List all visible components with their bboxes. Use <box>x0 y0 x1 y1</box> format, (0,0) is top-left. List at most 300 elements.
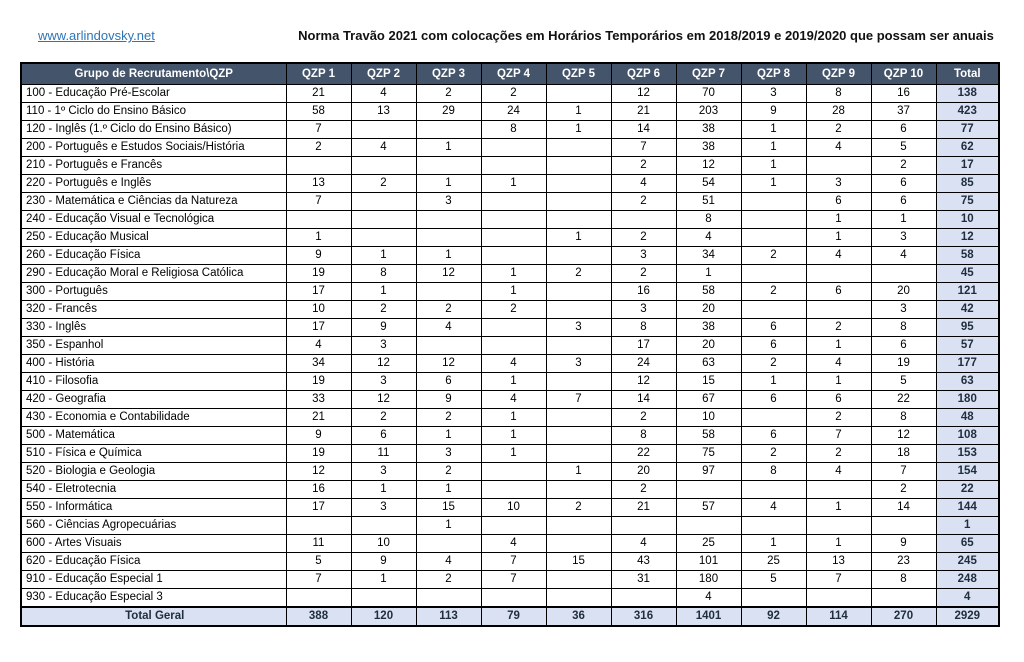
cell-value <box>481 463 546 481</box>
cell-value <box>416 157 481 175</box>
cell-value <box>286 517 351 535</box>
row-label: 550 - Informática <box>21 499 286 517</box>
cell-value <box>481 247 546 265</box>
row-label: 500 - Matemática <box>21 427 286 445</box>
row-total-value: 153 <box>936 445 999 463</box>
cell-value: 37 <box>871 103 936 121</box>
cell-value: 7 <box>806 427 871 445</box>
cell-value: 28 <box>806 103 871 121</box>
table-row <box>21 193 999 211</box>
cell-value <box>546 157 611 175</box>
cell-value: 7 <box>546 391 611 409</box>
cell-value <box>806 589 871 608</box>
cell-value: 21 <box>286 409 351 427</box>
cell-value: 4 <box>481 391 546 409</box>
row-total-value: 65 <box>936 535 999 553</box>
column-total-value: 316 <box>611 607 676 626</box>
cell-value: 8 <box>871 409 936 427</box>
cell-value: 67 <box>676 391 741 409</box>
cell-value: 1 <box>806 535 871 553</box>
cell-value <box>741 265 806 283</box>
cell-value <box>546 175 611 193</box>
cell-value: 1 <box>741 373 806 391</box>
cell-value <box>546 139 611 157</box>
cell-value: 3 <box>546 319 611 337</box>
row-label: 230 - Matemática e Ciências da Natureza <box>21 193 286 211</box>
cell-value: 6 <box>741 391 806 409</box>
row-total-value: 17 <box>936 157 999 175</box>
cell-value: 1 <box>546 229 611 247</box>
cell-value: 4 <box>806 463 871 481</box>
cell-value: 1 <box>676 265 741 283</box>
cell-value: 12 <box>611 85 676 103</box>
cell-value: 1 <box>481 283 546 301</box>
cell-value: 1 <box>871 211 936 229</box>
cell-value <box>546 589 611 608</box>
row-total-value: 138 <box>936 85 999 103</box>
cell-value: 1 <box>481 409 546 427</box>
cell-value: 4 <box>741 499 806 517</box>
table-row <box>21 553 999 571</box>
column-total-value: 92 <box>741 607 806 626</box>
column-header-total: Total <box>936 63 999 85</box>
cell-value <box>546 301 611 319</box>
table-row <box>21 589 999 608</box>
row-label: 110 - 1º Ciclo do Ensino Básico <box>21 103 286 121</box>
column-total-value: 79 <box>481 607 546 626</box>
cell-value: 7 <box>871 463 936 481</box>
cell-value: 8 <box>871 571 936 589</box>
cell-value <box>481 589 546 608</box>
cell-value: 1 <box>286 229 351 247</box>
cell-value: 1 <box>741 175 806 193</box>
cell-value: 1 <box>416 139 481 157</box>
cell-value <box>546 409 611 427</box>
cell-value: 1 <box>741 535 806 553</box>
cell-value: 2 <box>481 85 546 103</box>
column-header-qzp-3: QZP 3 <box>416 63 481 85</box>
cell-value <box>351 229 416 247</box>
cell-value: 2 <box>351 409 416 427</box>
cell-value: 4 <box>416 319 481 337</box>
cell-value: 4 <box>806 355 871 373</box>
cell-value: 7 <box>806 571 871 589</box>
cell-value: 2 <box>611 157 676 175</box>
cell-value: 38 <box>676 121 741 139</box>
table-row <box>21 175 999 193</box>
cell-value: 1 <box>416 175 481 193</box>
row-label: 420 - Geografia <box>21 391 286 409</box>
cell-value: 7 <box>286 193 351 211</box>
cell-value: 8 <box>481 121 546 139</box>
cell-value: 6 <box>741 319 806 337</box>
cell-value: 2 <box>416 409 481 427</box>
column-total-value: 1401 <box>676 607 741 626</box>
cell-value: 34 <box>286 355 351 373</box>
cell-value <box>546 85 611 103</box>
cell-value <box>481 319 546 337</box>
cell-value: 17 <box>286 319 351 337</box>
cell-value: 2 <box>806 445 871 463</box>
cell-value: 11 <box>351 445 416 463</box>
cell-value: 5 <box>871 373 936 391</box>
cell-value: 1 <box>416 427 481 445</box>
row-total-value: 154 <box>936 463 999 481</box>
cell-value <box>806 517 871 535</box>
cell-value: 1 <box>481 175 546 193</box>
cell-value: 10 <box>676 409 741 427</box>
cell-value: 4 <box>806 247 871 265</box>
cell-value: 33 <box>286 391 351 409</box>
row-total-value: 12 <box>936 229 999 247</box>
table-row <box>21 517 999 535</box>
cell-value: 4 <box>611 175 676 193</box>
cell-value: 3 <box>871 301 936 319</box>
row-total-value: 245 <box>936 553 999 571</box>
cell-value: 3 <box>806 175 871 193</box>
cell-value <box>481 139 546 157</box>
cell-value <box>286 589 351 608</box>
cell-value: 4 <box>676 589 741 608</box>
cell-value: 1 <box>351 481 416 499</box>
cell-value: 6 <box>806 391 871 409</box>
column-header-qzp-10: QZP 10 <box>871 63 936 85</box>
cell-value <box>806 481 871 499</box>
cell-value: 1 <box>741 121 806 139</box>
cell-value <box>546 445 611 463</box>
cell-value: 1 <box>351 571 416 589</box>
table-row <box>21 301 999 319</box>
cell-value: 6 <box>741 427 806 445</box>
cell-value: 4 <box>676 229 741 247</box>
cell-value <box>481 517 546 535</box>
row-total-value: 62 <box>936 139 999 157</box>
cell-value <box>481 229 546 247</box>
cell-value: 2 <box>481 301 546 319</box>
row-label: 620 - Educação Física <box>21 553 286 571</box>
cell-value: 10 <box>286 301 351 319</box>
cell-value: 2 <box>351 175 416 193</box>
cell-value: 3 <box>871 229 936 247</box>
cell-value: 12 <box>351 355 416 373</box>
column-header-qzp-4: QZP 4 <box>481 63 546 85</box>
cell-value: 16 <box>871 85 936 103</box>
table-row <box>21 571 999 589</box>
cell-value: 14 <box>611 391 676 409</box>
cell-value <box>481 337 546 355</box>
cell-value: 6 <box>806 193 871 211</box>
cell-value: 18 <box>871 445 936 463</box>
column-total-value: 388 <box>286 607 351 626</box>
cell-value: 7 <box>286 121 351 139</box>
row-label: 330 - Inglês <box>21 319 286 337</box>
cell-value: 6 <box>871 337 936 355</box>
cell-value <box>416 211 481 229</box>
cell-value: 9 <box>286 247 351 265</box>
cell-value: 9 <box>416 391 481 409</box>
cell-value: 1 <box>546 463 611 481</box>
table-row <box>21 355 999 373</box>
cell-value: 20 <box>676 301 741 319</box>
cell-value: 4 <box>351 85 416 103</box>
cell-value: 1 <box>481 445 546 463</box>
cell-value: 2 <box>416 301 481 319</box>
cell-value: 34 <box>676 247 741 265</box>
cell-value <box>546 571 611 589</box>
cell-value: 2 <box>611 265 676 283</box>
table-row <box>21 373 999 391</box>
cell-value: 6 <box>871 175 936 193</box>
cell-value <box>741 589 806 608</box>
cell-value: 70 <box>676 85 741 103</box>
cell-value: 38 <box>676 319 741 337</box>
cell-value: 12 <box>351 391 416 409</box>
cell-value <box>416 121 481 139</box>
table-row <box>21 499 999 517</box>
cell-value: 3 <box>416 193 481 211</box>
cell-value: 15 <box>546 553 611 571</box>
cell-value: 2 <box>416 571 481 589</box>
cell-value: 2 <box>286 139 351 157</box>
cell-value: 19 <box>286 265 351 283</box>
cell-value: 1 <box>351 283 416 301</box>
cell-value <box>416 535 481 553</box>
cell-value: 3 <box>351 373 416 391</box>
row-total-value: 48 <box>936 409 999 427</box>
row-total-value: 22 <box>936 481 999 499</box>
table-row <box>21 103 999 121</box>
cell-value: 1 <box>351 247 416 265</box>
cell-value <box>741 211 806 229</box>
cell-value: 8 <box>676 211 741 229</box>
cell-value: 2 <box>806 319 871 337</box>
cell-value: 21 <box>286 85 351 103</box>
qzp-table <box>20 62 1000 627</box>
cell-value: 1 <box>806 337 871 355</box>
row-label: 220 - Português e Inglês <box>21 175 286 193</box>
row-label: 200 - Português e Estudos Sociais/História <box>21 139 286 157</box>
cell-value: 2 <box>611 193 676 211</box>
grand-total-value: 2929 <box>936 607 999 626</box>
row-label: 290 - Educação Moral e Religiosa Católica <box>21 265 286 283</box>
cell-value <box>806 157 871 175</box>
table-row <box>21 445 999 463</box>
cell-value <box>741 481 806 499</box>
cell-value: 43 <box>611 553 676 571</box>
cell-value: 19 <box>286 445 351 463</box>
row-label: 410 - Filosofia <box>21 373 286 391</box>
row-label: 560 - Ciências Agropecuárias <box>21 517 286 535</box>
cell-value: 24 <box>481 103 546 121</box>
cell-value: 3 <box>416 445 481 463</box>
cell-value: 12 <box>416 265 481 283</box>
cell-value: 9 <box>871 535 936 553</box>
cell-value: 8 <box>741 463 806 481</box>
row-total-value: 121 <box>936 283 999 301</box>
table-row <box>21 391 999 409</box>
cell-value <box>741 229 806 247</box>
row-label: 100 - Educação Pré-Escolar <box>21 85 286 103</box>
cell-value: 22 <box>871 391 936 409</box>
cell-value <box>416 589 481 608</box>
cell-value: 5 <box>741 571 806 589</box>
table-row <box>21 265 999 283</box>
cell-value: 97 <box>676 463 741 481</box>
cell-value: 4 <box>481 355 546 373</box>
cell-value: 6 <box>871 121 936 139</box>
cell-value: 1 <box>416 481 481 499</box>
cell-value: 6 <box>351 427 416 445</box>
column-header-qzp-2: QZP 2 <box>351 63 416 85</box>
row-total-value: 58 <box>936 247 999 265</box>
cell-value <box>481 193 546 211</box>
row-label: 540 - Eletrotecnia <box>21 481 286 499</box>
table-row <box>21 211 999 229</box>
table-row <box>21 157 999 175</box>
cell-value: 12 <box>286 463 351 481</box>
row-total-value: 42 <box>936 301 999 319</box>
cell-value: 203 <box>676 103 741 121</box>
cell-value: 58 <box>286 103 351 121</box>
cell-value: 12 <box>416 355 481 373</box>
cell-value: 8 <box>351 265 416 283</box>
column-header-grupo: Grupo de Recrutamento\QZP <box>21 63 286 85</box>
cell-value: 2 <box>741 283 806 301</box>
cell-value: 13 <box>351 103 416 121</box>
cell-value <box>481 157 546 175</box>
table-row <box>21 139 999 157</box>
row-total-value: 10 <box>936 211 999 229</box>
cell-value: 6 <box>741 337 806 355</box>
cell-value: 20 <box>611 463 676 481</box>
cell-value: 2 <box>351 301 416 319</box>
column-header-qzp-1: QZP 1 <box>286 63 351 85</box>
cell-value: 2 <box>546 265 611 283</box>
cell-value: 8 <box>806 85 871 103</box>
cell-value: 23 <box>871 553 936 571</box>
cell-value: 9 <box>741 103 806 121</box>
row-total-value: 45 <box>936 265 999 283</box>
cell-value: 19 <box>286 373 351 391</box>
cell-value <box>416 283 481 301</box>
cell-value: 4 <box>351 139 416 157</box>
cell-value: 4 <box>871 247 936 265</box>
cell-value: 58 <box>676 283 741 301</box>
cell-value: 2 <box>416 85 481 103</box>
cell-value: 2 <box>741 355 806 373</box>
cell-value: 2 <box>416 463 481 481</box>
cell-value: 1 <box>806 229 871 247</box>
cell-value: 10 <box>481 499 546 517</box>
cell-value <box>611 211 676 229</box>
cell-value <box>741 409 806 427</box>
row-total-value: 248 <box>936 571 999 589</box>
cell-value <box>416 229 481 247</box>
row-label: 400 - História <box>21 355 286 373</box>
cell-value: 7 <box>481 553 546 571</box>
cell-value <box>546 535 611 553</box>
cell-value: 75 <box>676 445 741 463</box>
row-label: 510 - Física e Química <box>21 445 286 463</box>
table-row <box>21 409 999 427</box>
cell-value: 1 <box>741 157 806 175</box>
cell-value: 2 <box>546 499 611 517</box>
cell-value: 1 <box>481 427 546 445</box>
row-label: 520 - Biologia e Geologia <box>21 463 286 481</box>
cell-value <box>741 517 806 535</box>
row-total-value: 85 <box>936 175 999 193</box>
table-row <box>21 121 999 139</box>
cell-value: 16 <box>286 481 351 499</box>
row-label: 910 - Educação Especial 1 <box>21 571 286 589</box>
cell-value <box>611 517 676 535</box>
cell-value <box>351 211 416 229</box>
row-total-value: 63 <box>936 373 999 391</box>
cell-value: 3 <box>611 301 676 319</box>
cell-value <box>676 481 741 499</box>
cell-value: 4 <box>806 139 871 157</box>
column-total-value: 36 <box>546 607 611 626</box>
cell-value: 5 <box>286 553 351 571</box>
cell-value: 1 <box>546 121 611 139</box>
cell-value: 3 <box>611 247 676 265</box>
row-label: 120 - Inglês (1.º Ciclo do Ensino Básico) <box>21 121 286 139</box>
cell-value: 13 <box>806 553 871 571</box>
column-total-value: 114 <box>806 607 871 626</box>
cell-value: 57 <box>676 499 741 517</box>
cell-value: 2 <box>871 481 936 499</box>
cell-value <box>351 589 416 608</box>
cell-value <box>481 211 546 229</box>
table-row <box>21 247 999 265</box>
page-title: Norma Travão 2021 com colocações em Horários Temporários em 2018/2019 e 2019/2020 que possam ser anuais <box>298 28 994 43</box>
cell-value: 1 <box>806 499 871 517</box>
cell-value <box>546 247 611 265</box>
cell-value: 1 <box>806 211 871 229</box>
cell-value: 2 <box>611 229 676 247</box>
cell-value: 8 <box>871 319 936 337</box>
cell-value: 180 <box>676 571 741 589</box>
cell-value: 4 <box>286 337 351 355</box>
cell-value <box>351 517 416 535</box>
row-total-value: 180 <box>936 391 999 409</box>
column-header-qzp-8: QZP 8 <box>741 63 806 85</box>
cell-value: 22 <box>611 445 676 463</box>
cell-value <box>611 589 676 608</box>
cell-value: 21 <box>611 499 676 517</box>
cell-value <box>546 283 611 301</box>
cell-value <box>546 337 611 355</box>
site-link[interactable]: www.arlindovsky.net <box>38 28 155 43</box>
cell-value: 8 <box>611 427 676 445</box>
row-label: 930 - Educação Especial 3 <box>21 589 286 608</box>
cell-value: 9 <box>286 427 351 445</box>
cell-value <box>286 157 351 175</box>
cell-value: 17 <box>286 283 351 301</box>
cell-value: 15 <box>416 499 481 517</box>
cell-value: 29 <box>416 103 481 121</box>
column-total-value: 270 <box>871 607 936 626</box>
cell-value: 51 <box>676 193 741 211</box>
column-total-value: 113 <box>416 607 481 626</box>
cell-value <box>871 517 936 535</box>
cell-value: 3 <box>351 463 416 481</box>
row-label: 600 - Artes Visuais <box>21 535 286 553</box>
cell-value: 3 <box>351 499 416 517</box>
cell-value <box>806 265 871 283</box>
table-header-row <box>21 63 999 85</box>
table-row <box>21 337 999 355</box>
